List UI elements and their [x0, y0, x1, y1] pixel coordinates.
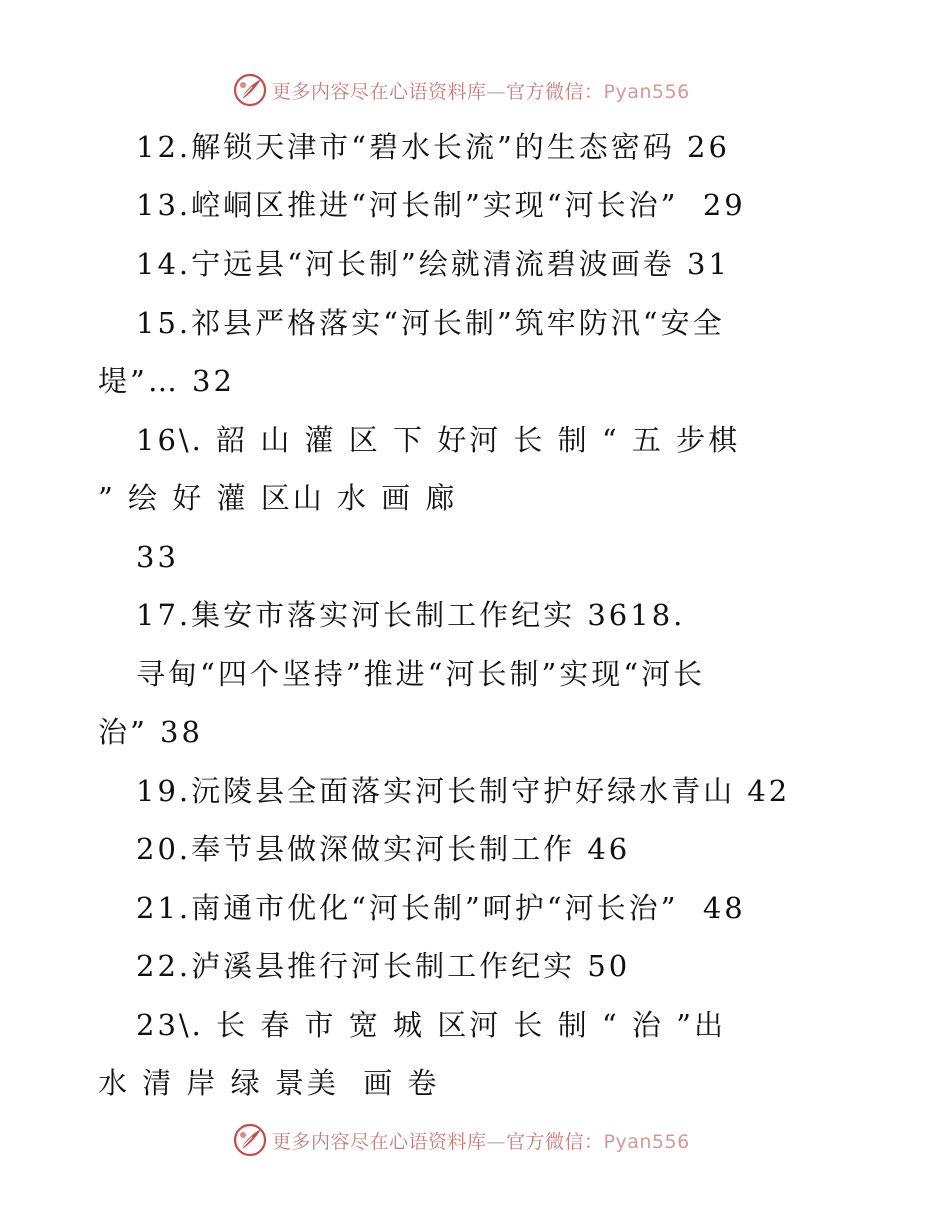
toc-entry-19: 19.沅陵县全面落实河长制守护好绿水青山 42 [136, 774, 791, 808]
toc-entry-16: 16\. 韶 山 灌 区 下 好河 长 制 “ 五 步棋 [136, 423, 741, 457]
watermark-main-text: 更多内容尽在心语资料库 [272, 1130, 487, 1153]
toc-entry-15: 15.祁县严格落实“河长制”筑牢防汛“安全 [136, 306, 725, 340]
watermark-main-text: 更多内容尽在心语资料库 [272, 80, 487, 103]
watermark-wechat-id: Pyan556 [603, 1130, 690, 1153]
toc-entry-14: 14.宁远县“河长制”绘就清流碧波画卷 31 [136, 247, 730, 281]
toc-entry-15-cont: 堤”… 32 [98, 364, 235, 398]
toc-entry-18-cont: 治” 38 [98, 715, 203, 749]
watermark-label: 官方微信： [506, 1130, 604, 1153]
watermark-separator: — [486, 1130, 507, 1153]
toc-entry-20: 20.奉节县做深做实河长制工作 46 [136, 832, 631, 866]
toc-entry-12: 12.解锁天津市“碧水长流”的生态密码 26 [136, 130, 730, 164]
watermark-separator: — [486, 80, 507, 103]
watermark-label: 官方微信： [506, 80, 604, 103]
footer-watermark [232, 1120, 752, 1160]
toc-entry-16-page: 33 [136, 540, 179, 574]
toc-entry-18: 寻甸“四个坚持”推进“河长制”实现“河长 [136, 657, 706, 691]
quill-logo-icon [232, 1122, 268, 1158]
toc-entry-16-cont: ” 绘 好 灌 区山 水 画 廊 [98, 481, 458, 515]
toc-entry-23: 23\. 长 春 市 宽 城 区河 长 制 “ 治 ”出 [136, 1008, 726, 1042]
toc-entry-13: 13.崆峒区推进“河长制”实现“河长治” 29 [136, 188, 746, 222]
toc-entry-21: 21.南通市优化“河长制”呵护“河长治” 48 [136, 891, 746, 925]
toc-entry-17: 17.集安市落实河长制工作纪实 3618. [136, 598, 686, 632]
toc-entry-22: 22.泸溪县推行河长制工作纪实 50 [136, 949, 631, 983]
watermark-wechat-id: Pyan556 [603, 80, 690, 103]
toc-entry-23-cont: 水 清 岸 绿 景美 画 卷 [98, 1066, 440, 1100]
